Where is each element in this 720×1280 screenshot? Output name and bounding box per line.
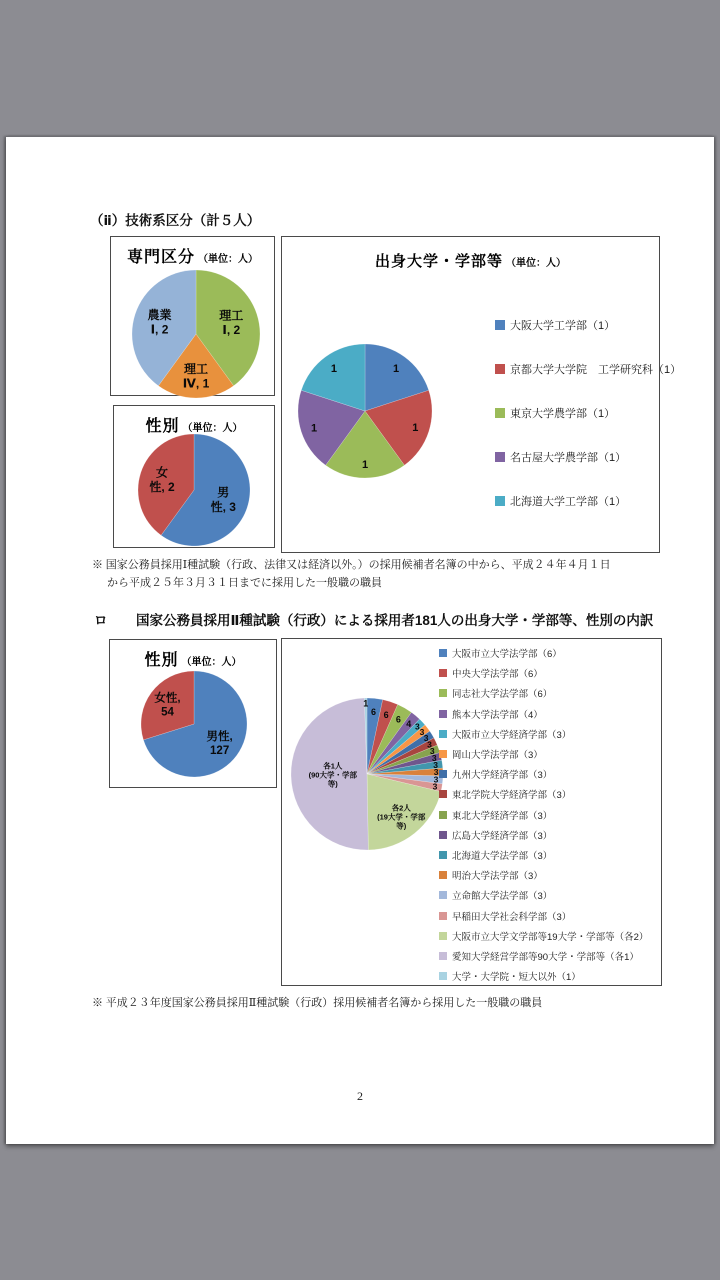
- pie-slice-label: 6: [383, 709, 389, 720]
- pie-slice-label: 各1人(90大学・学部等): [308, 761, 357, 789]
- legend-universities-type1: [495, 303, 681, 523]
- chart-title-text: 性別: [145, 418, 180, 435]
- legend-marker-swatch: [439, 932, 447, 940]
- legend-label: 北海道大学法学部（3）: [452, 850, 553, 862]
- pie-slice-label: 1: [412, 422, 419, 435]
- pie-slice-label: 6: [395, 714, 401, 725]
- pie-slice-label: 3: [433, 774, 439, 785]
- chart-title-text: 性別: [144, 652, 179, 669]
- legend-marker-swatch: [439, 851, 447, 859]
- legend-label: 愛知大学経営学部等90大学・学部等（各1）: [452, 951, 639, 963]
- legend-marker-swatch: [439, 871, 447, 879]
- legend-item: [439, 704, 648, 724]
- legend-label: 同志社大学法学部（6）: [452, 689, 553, 701]
- note-line: から平成２５年３月３１日までに採用した一般職の職員: [107, 577, 382, 589]
- pie-slice-label: 3: [429, 746, 435, 757]
- legend-item: [439, 845, 648, 865]
- pie-slice-label: 1: [330, 363, 337, 376]
- pie-chart-gender-type2: [135, 665, 253, 783]
- legend-marker-swatch: [495, 320, 505, 330]
- legend-marker-swatch: [439, 770, 447, 778]
- legend-marker-swatch: [439, 730, 447, 738]
- legend-marker-swatch: [439, 689, 447, 697]
- legend-item: [439, 865, 648, 885]
- legend-item: [439, 825, 648, 845]
- legend-item: [495, 303, 681, 347]
- legend-marker-swatch: [495, 408, 505, 418]
- pie-slice-label: 男性, 3: [210, 485, 236, 514]
- legend-marker-swatch: [439, 710, 447, 718]
- legend-label: 九州大学経済学部（3）: [452, 770, 553, 782]
- legend-item: [439, 946, 648, 966]
- legend-label: 大阪大学工学部（1）: [510, 320, 616, 332]
- legend-label: 早稲田大学社会科学部（3）: [452, 911, 572, 923]
- legend-item: [439, 966, 648, 986]
- pie-slice-label: 3: [433, 767, 439, 778]
- section-technical-heading: （ⅱ）技術系区分（計５人）: [90, 213, 261, 228]
- note-line: ※ 平成２３年度国家公務員採用Ⅱ種試験（行政）採用候補者名簿から採用した一般職の職員: [92, 997, 543, 1009]
- legend-item: [439, 683, 648, 703]
- pie-chart-gender-type1: [132, 428, 256, 552]
- pie-chart-universities-type1: [292, 338, 438, 484]
- legend-label: 北海道大学工学部（1）: [510, 496, 627, 508]
- pie-slice-label: 女性, 2: [149, 465, 175, 495]
- legend-label: 明治大学法学部（3）: [452, 871, 543, 883]
- section-type2-heading: [94, 609, 653, 629]
- pie-slice-label: 理工 Ⅰ, 2: [219, 308, 244, 337]
- pie-chart-universities-type2: [285, 692, 449, 856]
- legend-label: 京都大学大学院 工学研究科（1）: [510, 364, 682, 376]
- note-line: ※ 国家公務員採用Ⅰ種試験（行政、法律又は経済以外。）の採用候補者名簿の中から、平成２４年４月１日: [92, 559, 611, 571]
- legend-item: [439, 805, 648, 825]
- pie-slice-label: 1: [310, 422, 318, 435]
- heading-text: 国家公務員採用Ⅱ種試験（行政）による採用者181人の出身大学・学部等、性別の内訳: [136, 613, 654, 628]
- pie-slice-label: 1: [363, 698, 369, 709]
- chart-unit-label: （単位：人）: [506, 258, 566, 269]
- legend-marker-swatch: [439, 649, 447, 657]
- legend-marker-swatch: [495, 452, 505, 462]
- chart-title-text: 出身大学・学部等: [374, 253, 503, 270]
- heading-marker: ロ: [94, 613, 108, 628]
- legend-item: [439, 905, 648, 925]
- page-number: 2: [357, 1089, 363, 1103]
- legend-marker-swatch: [495, 364, 505, 374]
- legend-universities-type2: [439, 643, 648, 986]
- legend-marker-swatch: [495, 496, 505, 506]
- legend-label: 立命館大学法学部（3）: [452, 891, 553, 903]
- legend-item: [495, 435, 681, 479]
- legend-label: 大阪市立大学法学部（6）: [452, 649, 562, 661]
- legend-label: 熊本大学法学部（4）: [452, 709, 543, 721]
- pie-slice-label: 1: [393, 363, 400, 376]
- legend-label: 東京大学農学部（1）: [510, 408, 616, 420]
- document-page: [6, 136, 714, 1144]
- pie-slice-label: 3: [427, 739, 432, 750]
- legend-label: 大阪市立大学文学部等19大学・学部等（各2）: [452, 931, 649, 943]
- legend-item: [439, 885, 648, 905]
- legend-label: 中央大学法学部（6）: [452, 669, 543, 681]
- chart-unit-label: （単位：人）: [198, 254, 258, 265]
- legend-label: 大阪市立大学経済学部（3）: [452, 729, 572, 741]
- legend-marker-swatch: [439, 952, 447, 960]
- legend-item: [439, 744, 648, 764]
- legend-marker-swatch: [439, 831, 447, 839]
- legend-item: [495, 347, 681, 391]
- pie-slice-label: 3: [414, 721, 420, 732]
- legend-item: [439, 663, 648, 683]
- pie-slice-label: 3: [419, 727, 425, 738]
- pie-slice-label: 3: [423, 733, 429, 744]
- pie-slice-label: 6: [370, 707, 376, 718]
- legend-item: [495, 391, 681, 435]
- legend-item: [439, 784, 648, 804]
- section-type2-note: [92, 994, 542, 1012]
- pie-slice-label: 3: [433, 759, 438, 770]
- legend-item: [439, 926, 648, 946]
- pie-slice-label: 男性, 127: [206, 730, 233, 757]
- legend-item: [439, 643, 648, 663]
- pie-slice-label: 4: [406, 718, 412, 729]
- legend-marker-swatch: [439, 972, 447, 980]
- pie-slice-label: 1: [361, 458, 369, 471]
- chart-title-text: 専門区分: [126, 249, 195, 266]
- legend-label: 広島大学経済学部（3）: [452, 830, 553, 842]
- legend-label: 名古屋大学農学部（1）: [510, 452, 627, 464]
- legend-label: 岡山大学法学部（3）: [452, 750, 543, 762]
- legend-marker-swatch: [439, 811, 447, 819]
- pie-slice-label: 3: [431, 752, 437, 763]
- legend-marker-swatch: [439, 912, 447, 920]
- legend-label: 東北大学経済学部（3）: [452, 810, 553, 822]
- legend-label: 東北学院大学経済学部（3）: [452, 790, 572, 802]
- pie-slice-label: 農業 Ⅰ, 2: [147, 308, 172, 337]
- legend-marker-swatch: [439, 891, 447, 899]
- legend-marker-swatch: [439, 790, 447, 798]
- pie-slice-label: 理工 Ⅳ, 1: [182, 362, 210, 391]
- legend-marker-swatch: [439, 669, 447, 677]
- section-technical-note: [92, 556, 611, 592]
- legend-item: [439, 724, 648, 744]
- legend-item: [495, 479, 681, 523]
- legend-item: [439, 764, 648, 784]
- chart-unit-label: （単位：人）: [182, 423, 243, 434]
- pie-slice-label: 3: [432, 781, 438, 792]
- legend-marker-swatch: [439, 750, 447, 758]
- chart-title-universities-type1: [282, 250, 659, 271]
- pie-slice-label: 女性, 54: [154, 692, 181, 719]
- legend-label: 大学・大学院・短大以外（1）: [452, 972, 581, 984]
- pie-slice-label: 各2人(19大学・学部等): [377, 803, 426, 831]
- pie-chart-specialty-category: [126, 264, 266, 404]
- chart-unit-label: （単位：人）: [181, 657, 242, 668]
